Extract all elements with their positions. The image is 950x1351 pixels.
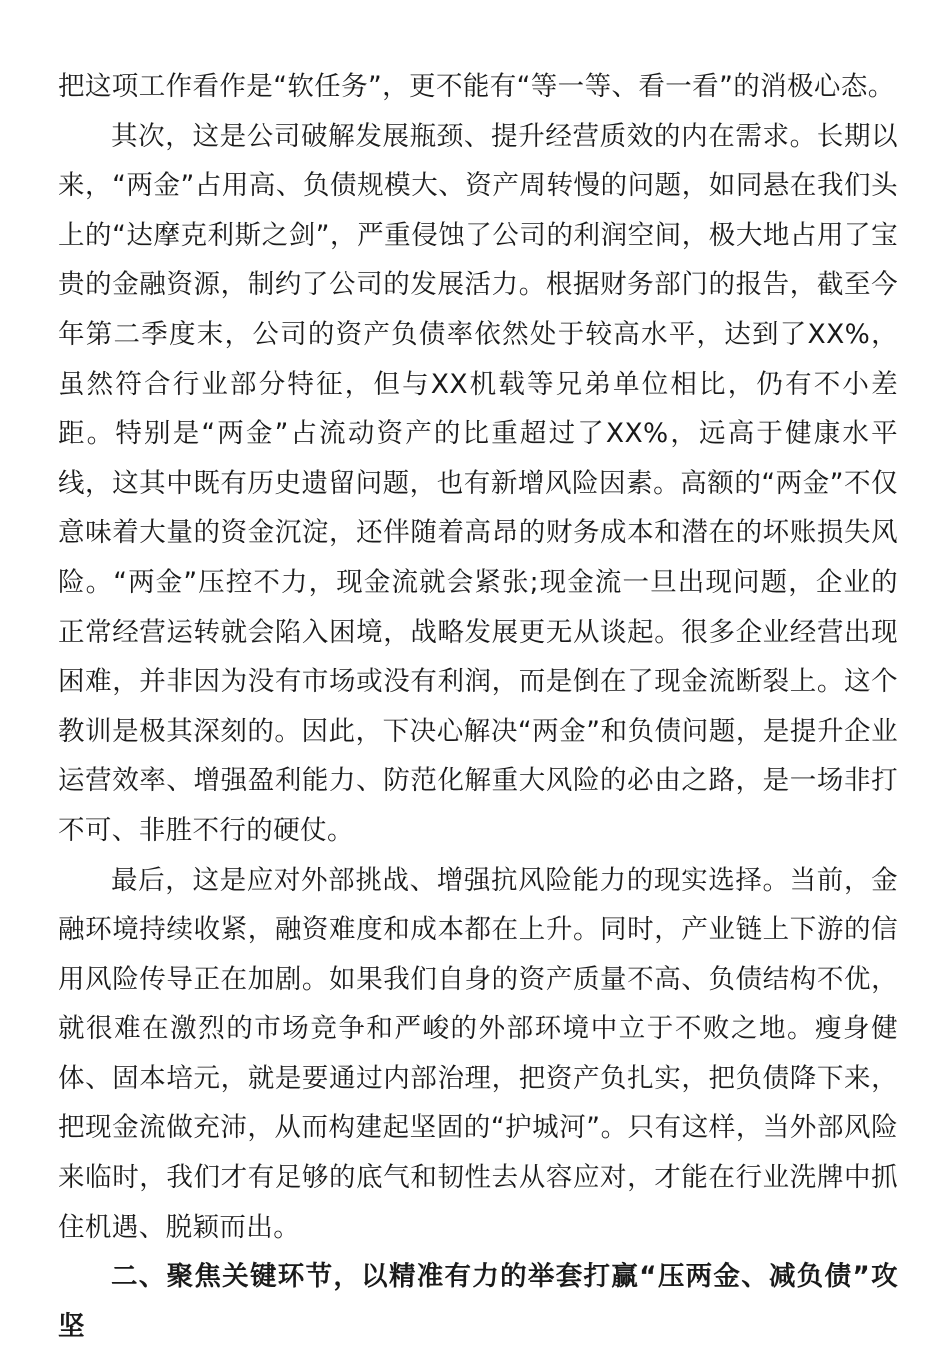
- paragraph-second-reason: 其次，这是公司破解发展瓶颈、提升经营质效的内在需求。长期以来，“两金”占用高、负债规模大、资产周转慢的问题，如同悬在我们头上的“达摩克利斯之剑”，严重侵蚀了公司的利润空间，极大地占用了宝贵的金融资源，制约了公司的发展活力。根据财务部门的报告，截至今年第二季度末，公司的资产负债率依然处于较高水平，达到了XX%，虽然符合行业部分特征，但与XX机载等兄弟单位相比，仍有不小差距。特别是“两金”占流动资产的比重超过了XX%，远高于健康水平线，这其中既有历史遗留问题，也有新增风险因素。高额的“两金”不仅意味着大量的资金沉淀，还伴随着高昂的财务成本和潜在的坏账损失风险。“两金”压控不力，现金流就会紧张;现金流一旦出现问题，企业的正常经营运转就会陷入困境，战略发展更无从谈起。很多企业经营出现困难，并非因为没有市场或没有利润，而是倒在了现金流断裂上。这个教训是极其深刻的。因此，下决心解决“两金”和负债问题，是提升企业运营效率、增强盈利能力、防范化解重大风险的必由之路，是一场非打不可、非胜不行的硬仗。: [58, 120, 898, 846]
- paragraph-continuation: 把这项工作看作是“软任务”，更不能有“等一等、看一看”的消极心态。: [58, 71, 895, 102]
- section-heading-two: 二、聚焦关键环节，以精准有力的举套打赢“压两金、减负债”攻坚: [58, 1261, 898, 1342]
- paragraph-third-reason: 最后，这是应对外部挑战、增强抗风险能力的现实选择。当前，金融环境持续收紧，融资难度和成本都在上升。同时，产业链上下游的信用风险传导正在加剧。如果我们自身的资产质量不高、负债结构不优，就很难在激烈的市场竞争和严峻的外部环境中立于不败之地。瘦身健体、固本培元，就是要通过内部治理，把资产负扎实，把负债降下来，把现金流做充沛，从而构建起坚固的“护城河”。只有这样，当外部风险来临时，我们才有足够的底气和韧性去从容应对，才能在行业洗牌中抓住机遇、脱颖而出。: [58, 864, 898, 1243]
- document-body: [58, 62, 898, 1351]
